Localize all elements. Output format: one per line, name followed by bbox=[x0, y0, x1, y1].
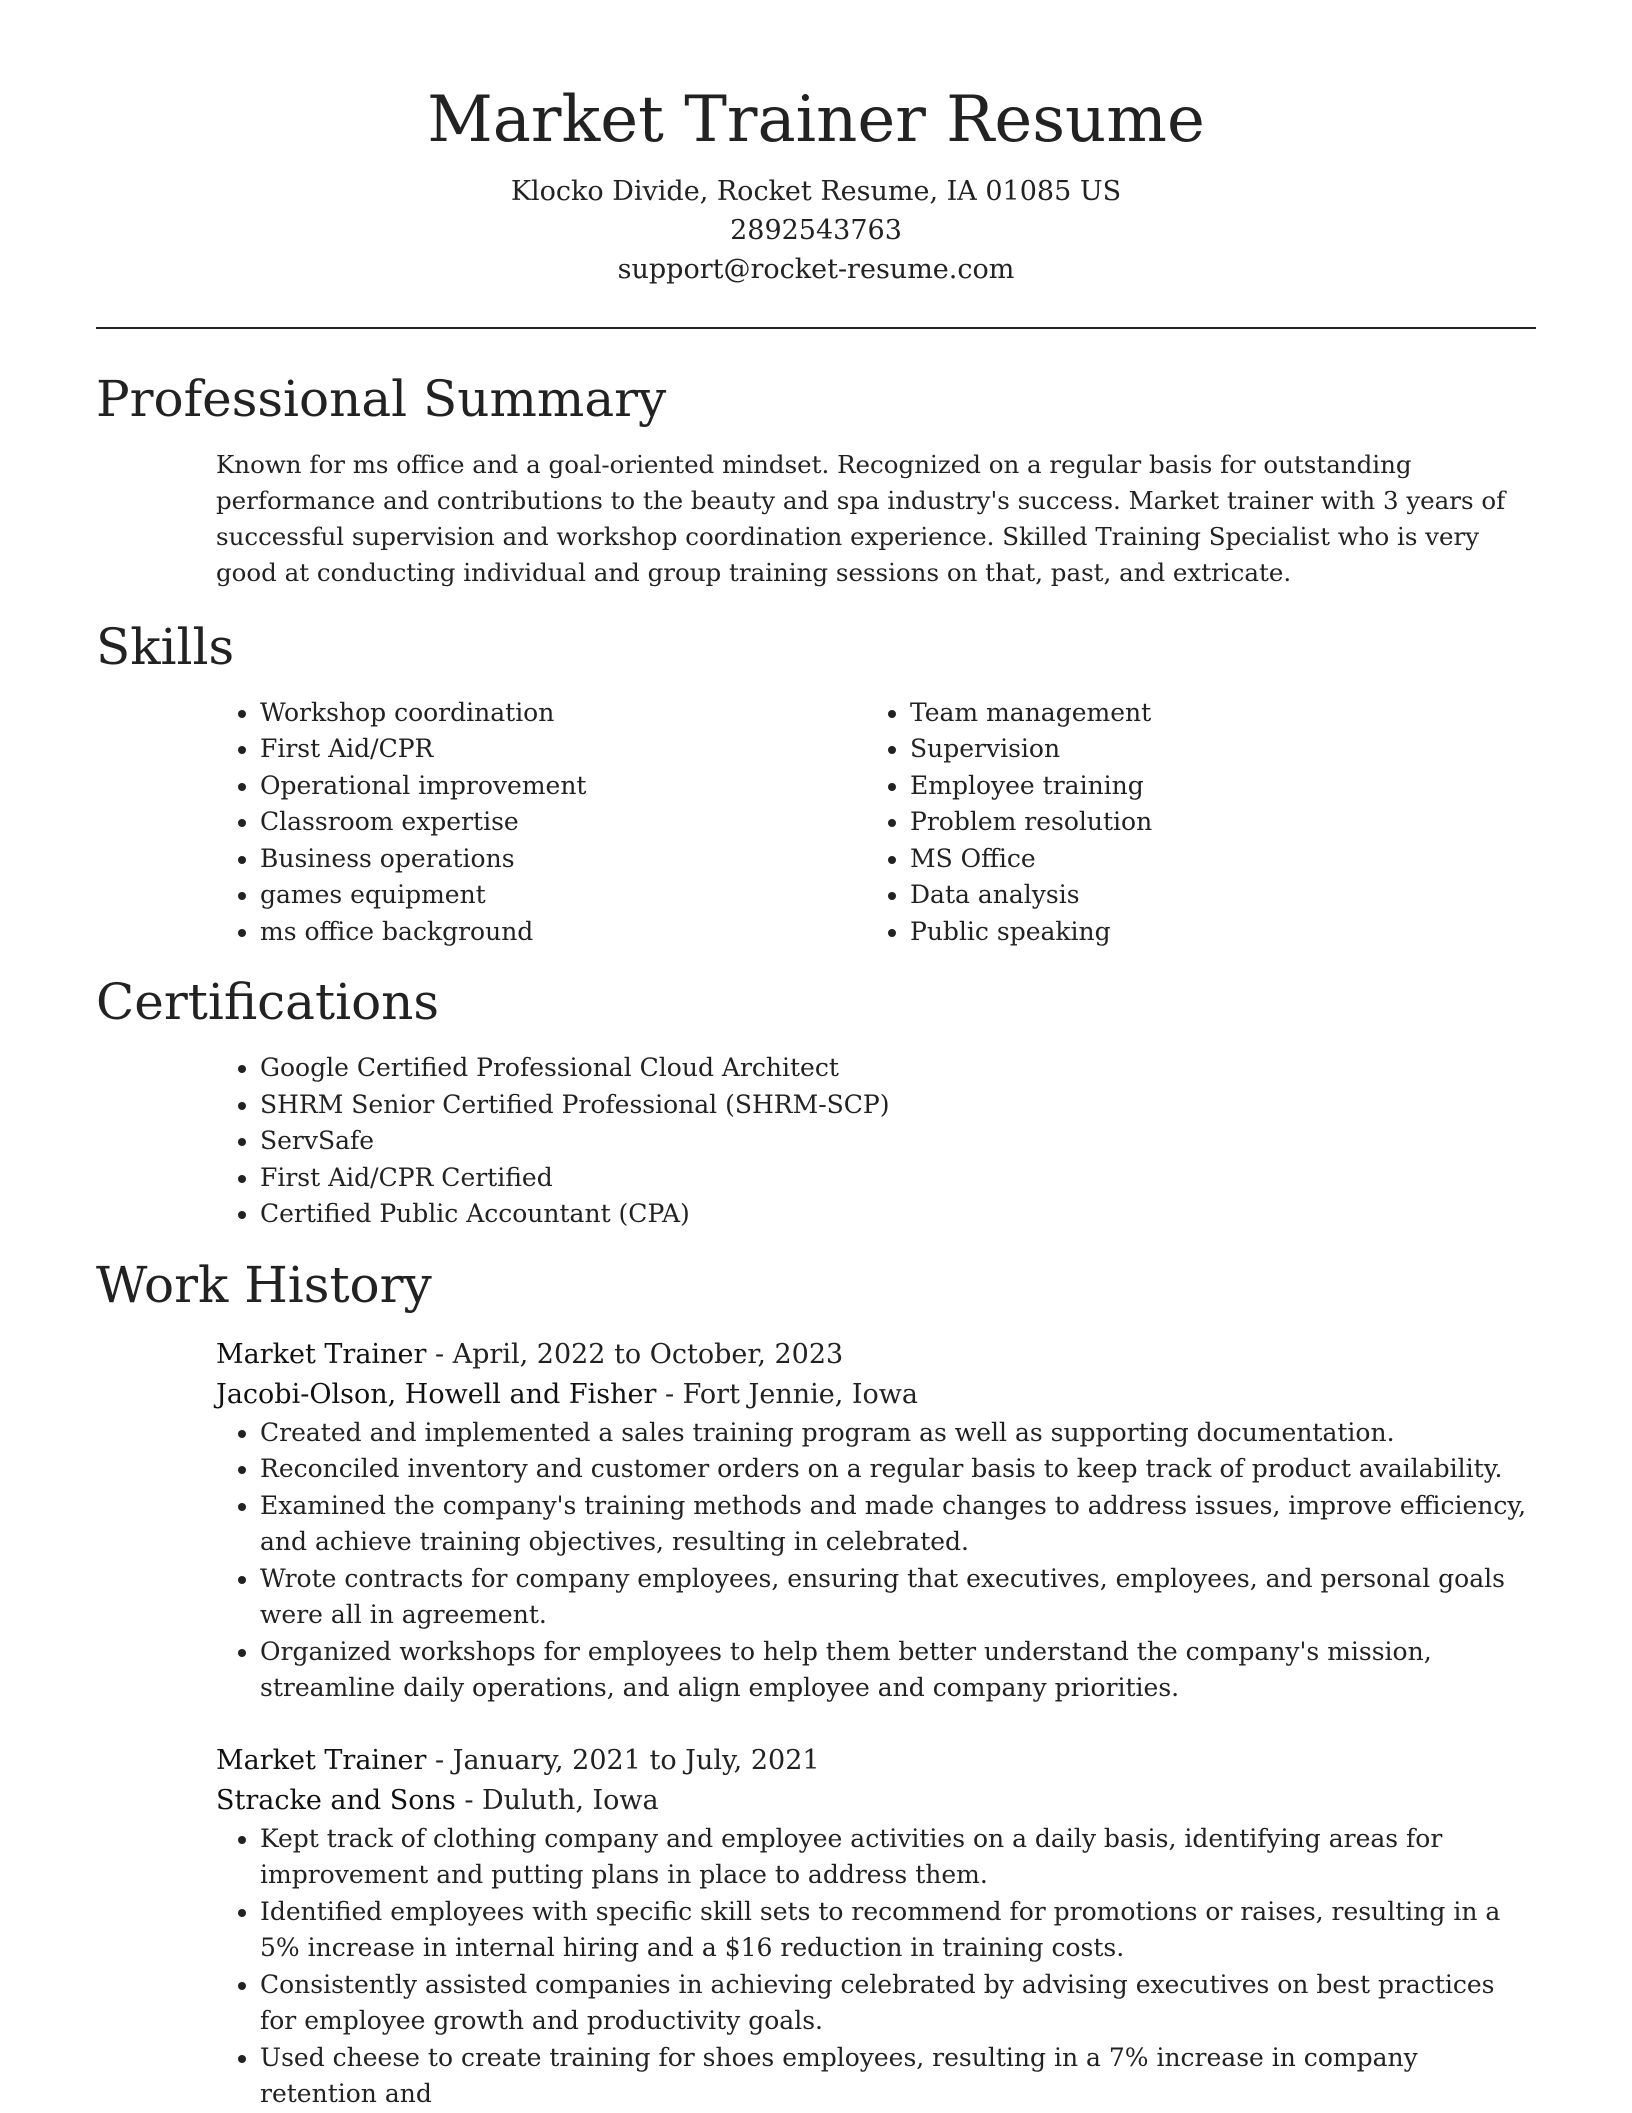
job-duty-item: • Used cheese to create training for shoes employees, resulting in a 7% increase in company retention and bbox=[260, 2040, 1536, 2113]
certification-item: • SHRM Senior Certified Professional (SHRM-SCP) bbox=[260, 1087, 1536, 1124]
job-title-line bbox=[216, 1335, 1536, 1375]
contact-info bbox=[96, 172, 1536, 289]
skill-item: • Team management bbox=[910, 695, 1516, 732]
skills-list-right bbox=[866, 695, 1516, 951]
contact-email: support@rocket-resume.com bbox=[617, 253, 1015, 285]
skill-item: • Public speaking bbox=[910, 914, 1516, 951]
certifications-block bbox=[216, 1050, 1536, 1233]
skill-item: • MS Office bbox=[910, 841, 1516, 878]
resume-title: Market Trainer Resume bbox=[427, 83, 1205, 157]
job-duty-item: • Wrote contracts for company employees, ensuring that executives, employees, and personal goals were all in agreement. bbox=[260, 1561, 1536, 1634]
resume-header bbox=[96, 0, 1536, 289]
job-role: Market Trainer bbox=[216, 1744, 427, 1776]
section-title-summary: Professional Summary bbox=[96, 369, 667, 428]
job-entry bbox=[216, 1335, 1536, 1707]
skill-item: • Supervision bbox=[910, 731, 1516, 768]
job-duty-item: • Examined the company's training methods and made changes to address issues, improve efficiency, and achieve training objectives, resulting in celebrated. bbox=[260, 1488, 1536, 1561]
skill-item: • ms office background bbox=[260, 914, 866, 951]
skill-item: • Classroom expertise bbox=[260, 804, 866, 841]
header-divider bbox=[96, 327, 1536, 329]
resume-page bbox=[96, 0, 1536, 2113]
job-duty-item: • Organized workshops for employees to help them better understand the company's mission, streamline daily operations, and align employee and company priorities. bbox=[260, 1634, 1536, 1707]
contact-phone: 2892543763 bbox=[730, 214, 902, 246]
job-company: Jacobi-Olson, Howell and Fisher bbox=[216, 1378, 657, 1410]
job-entry bbox=[216, 1741, 1536, 2113]
certification-item: • Google Certified Professional Cloud Architect bbox=[260, 1050, 1536, 1087]
job-dates: - January, 2021 to July, 2021 bbox=[426, 1744, 820, 1776]
skills-column-left bbox=[216, 695, 866, 951]
skill-item: • Employee training bbox=[910, 768, 1516, 805]
job-role: Market Trainer bbox=[216, 1338, 427, 1370]
certifications-list bbox=[216, 1050, 1536, 1233]
skill-item: • games equipment bbox=[260, 877, 866, 914]
skill-item: • Problem resolution bbox=[910, 804, 1516, 841]
summary-paragraph: Known for ms office and a goal-oriented mindset. Recognized on a regular basis for outstanding performance and contributions to the beauty and spa industry's success. Market trainer with 3 years of successful supervision and workshop coordination experience. Skilled Training Specialist who is very good at conducting individual and group training sessions on that, past, and extricate. bbox=[216, 449, 1506, 587]
job-duty-item: • Created and implemented a sales training program as well as supporting documentation. bbox=[260, 1415, 1536, 1452]
section-title-work-history: Work History bbox=[96, 1255, 432, 1314]
job-duties-list bbox=[216, 1821, 1536, 2113]
job-location: - Duluth, Iowa bbox=[455, 1784, 659, 1816]
job-duty-item: • Reconciled inventory and customer orders on a regular basis to keep track of product availability. bbox=[260, 1451, 1536, 1488]
skills-grid bbox=[216, 695, 1536, 951]
contact-address: Klocko Divide, Rocket Resume, IA 01085 US bbox=[510, 175, 1122, 207]
job-company-line bbox=[216, 1781, 1536, 1821]
section-title-certifications: Certifications bbox=[96, 973, 440, 1032]
skill-item: • Operational improvement bbox=[260, 768, 866, 805]
skill-item: • Data analysis bbox=[910, 877, 1516, 914]
skills-list-left bbox=[216, 695, 866, 951]
job-location: - Fort Jennie, Iowa bbox=[656, 1378, 919, 1410]
job-title-line bbox=[216, 1741, 1536, 1781]
certification-item: • First Aid/CPR Certified bbox=[260, 1160, 1536, 1197]
job-duties-list bbox=[216, 1415, 1536, 1707]
job-duty-item: • Identified employees with specific skill sets to recommend for promotions or raises, resulting in a 5% increase in internal hiring and a $16 reduction in training costs. bbox=[260, 1894, 1536, 1967]
job-company-line bbox=[216, 1375, 1536, 1415]
skill-item: • Workshop coordination bbox=[260, 695, 866, 732]
certification-item: • ServSafe bbox=[260, 1123, 1536, 1160]
job-duty-item: • Consistently assisted companies in achieving celebrated by advising executives on best practices for employee growth and productivity goals. bbox=[260, 1967, 1536, 2040]
skill-item: • Business operations bbox=[260, 841, 866, 878]
skills-column-right bbox=[866, 695, 1516, 951]
section-title-skills: Skills bbox=[96, 617, 235, 676]
skill-item: • First Aid/CPR bbox=[260, 731, 866, 768]
job-dates: - April, 2022 to October, 2023 bbox=[426, 1338, 844, 1370]
job-duty-item: • Kept track of clothing company and employee activities on a daily basis, identifying areas for improvement and putting plans in place to address them. bbox=[260, 1821, 1536, 1894]
certification-item: • Certified Public Accountant (CPA) bbox=[260, 1196, 1536, 1233]
job-company: Stracke and Sons bbox=[216, 1784, 456, 1816]
